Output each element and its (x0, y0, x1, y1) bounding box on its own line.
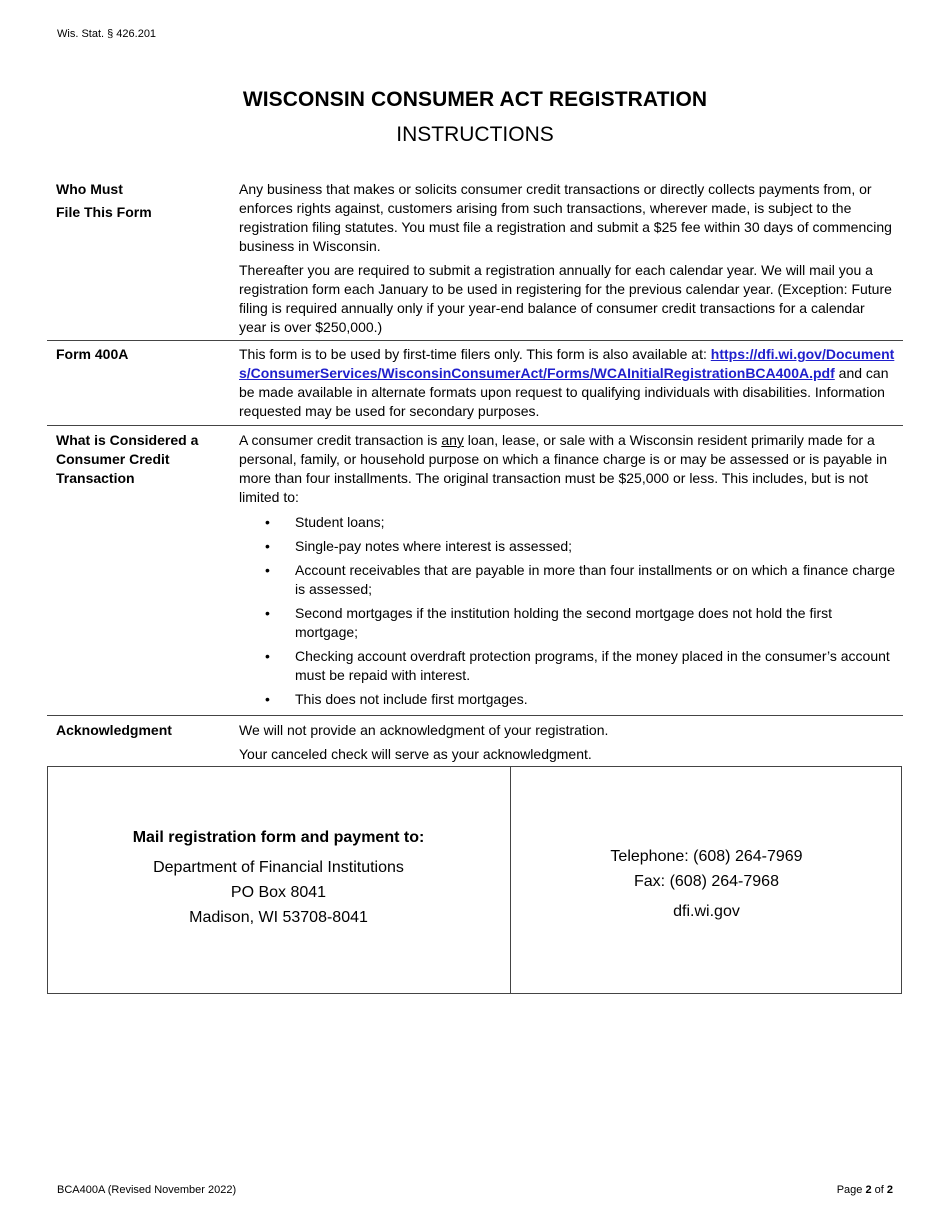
list-item: • Second mortgages if the institution holding the second mortgage does not hold the first mortgage; (265, 605, 833, 640)
telephone-number: Telephone: (608) 264-7969 (610, 848, 803, 865)
transaction-label-line1: What is Considered a (56, 432, 199, 448)
page-title: WISCONSIN CONSUMER ACT REGISTRATION (242, 88, 708, 111)
acknowledgment-label: Acknowledgment (56, 722, 172, 738)
page-subtitle: INSTRUCTIONS (396, 123, 554, 146)
list-item: • Student loans; (265, 514, 385, 530)
form-400a-text-before: This form is to be used by first-time filers only. This form is also available at: (239, 346, 711, 362)
list-item: • Single-pay notes where interest is assessed; (265, 538, 573, 554)
transaction-intro-before: A consumer credit transaction is (239, 432, 442, 448)
form-400a-text-after: and can be made available in alternate formats upon request to qualifying individuals with disabilities. Information requested may be used for secondary purposes. (239, 365, 889, 419)
who-paragraph-1: Any business that makes or solicits consumer credit transactions or directly collects payments from, or enforces rights against, customers arising from such transactions, wherever made, is subject to the registration filing statutes. You must file a registration and submit a $25 fee within 30 days of commencing business in Wisconsin. (239, 181, 892, 254)
section-divider (47, 715, 903, 716)
footer-form-id: BCA400A (Revised November 2022) (57, 1184, 237, 1196)
mail-line-1: Department of Financial Institutions (153, 859, 404, 876)
section-divider (47, 425, 903, 426)
footer-page-number: Page 2 of 2 (836, 1184, 893, 1196)
mail-address-block (47, 825, 510, 930)
bullet-icon: • (265, 605, 270, 621)
fax-number: Fax: (608) 264-7968 (634, 873, 779, 890)
bullet-icon: • (265, 648, 270, 664)
who-must-file-text (239, 180, 895, 342)
section-divider (47, 340, 903, 341)
transaction-label-line3: Transaction (56, 470, 135, 486)
website: dfi.wi.gov (673, 903, 740, 920)
who-label-line1: Who Must (56, 181, 123, 197)
who-paragraph-2: Thereafter you are required to submit a registration annually for each calendar year. We will mail you a registration form each January to be used in registering for the previous calendar year. (Exception: Future filing is required annually only if your year-end balance of consumer credit transactions for a calendar year is over $250,000.) (239, 262, 892, 335)
who-label-line2: File This Form (56, 204, 152, 220)
mail-line-2: PO Box 8041 (230, 884, 327, 901)
mail-line-3: Madison, WI 53708-8041 (189, 909, 368, 926)
transaction-label (56, 431, 226, 488)
mail-heading: Mail registration form and payment to: (132, 829, 425, 846)
statute-reference: Wis. Stat. § 426.201 (57, 28, 157, 40)
transaction-label-line2: Consumer Credit (56, 451, 170, 467)
list-item: • Account receivables that are payable in more than four installments or on which a finance charge is assessed; (265, 562, 896, 597)
form-400a-text (239, 345, 895, 426)
acknowledgment-line-2: Your canceled check will serve as your acknowledgment. (239, 746, 592, 762)
list-item: • This does not include first mortgages. (265, 691, 528, 707)
bullet-icon: • (265, 691, 270, 707)
transaction-text (239, 431, 895, 714)
who-must-file-label (56, 180, 226, 222)
bullet-icon: • (265, 538, 270, 554)
page-current: 2 (865, 1184, 872, 1196)
transaction-intro-after: loan, lease, or sale with a Wisconsin resident primarily made for a personal, family, or household purpose on which a finance charge is or may be assessed or is payable in more than four installments. The original transaction must be $25,000 or less. This includes, but is not limited to: (239, 432, 887, 505)
acknowledgment-text (239, 721, 895, 769)
transaction-intro-any: any (441, 432, 464, 448)
list-item: • Checking account overdraft protection programs, if the money placed in the consumer’s account must be repaid with interest. (265, 648, 890, 683)
acknowledgment-line-1: We will not provide an acknowledgment of your registration. (239, 722, 609, 738)
bullet-icon: • (265, 562, 270, 578)
form-400a-label: Form 400A (56, 346, 129, 362)
contact-info-block (511, 844, 902, 924)
page-total: 2 (886, 1184, 893, 1196)
form-400a-link[interactable]: https://dfi.wi.gov/Documents/ConsumerServices/WisconsinConsumerAct/Forms/WCAInitialRegistrationBCA400A.pdf (239, 346, 895, 381)
bullet-icon: • (265, 514, 270, 530)
transaction-bullet-list (239, 513, 895, 709)
